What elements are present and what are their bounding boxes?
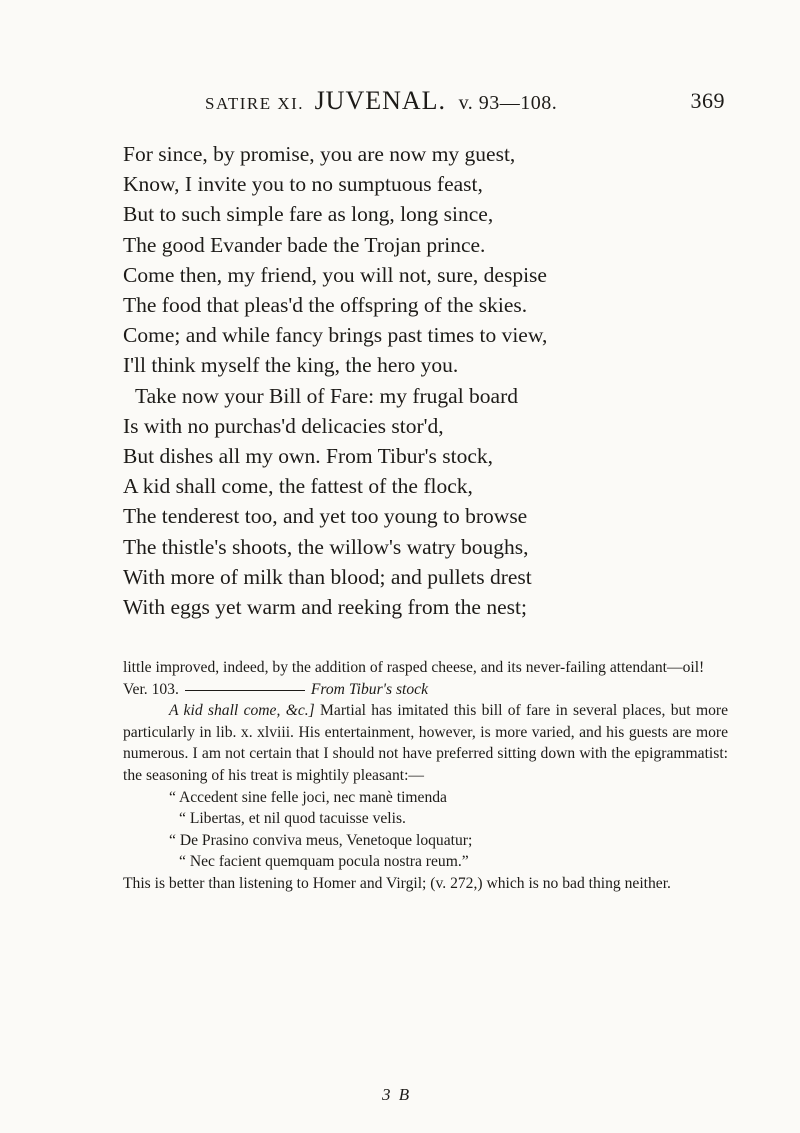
quote-line: “ Nec facient quemquam pocula nostra reum.” [179,853,469,871]
verse-line: For since, by promise, you are now my guest, [123,142,516,166]
page-number: 369 [690,88,725,113]
header-satire: SATIRE XI. [205,94,305,113]
note-lemma: From Tibur's stock [310,680,428,698]
quote-line: “ Accedent sine felle joci, nec manè timenda [169,788,447,806]
note-reference [123,679,728,701]
verse-line: Come then, my friend, you will not, sure, despise [123,262,547,287]
note-text: Martial has imitated this bill of fare in several places, but more particularly in lib. x. xlviii. His entertainment, however, is more varied, and his guests are more numerous. I am not certain that I should not have preferred sitting down with the epigrammatist: the seasoning of his treat is mightily pleasant:— [123,702,728,784]
verse-line: I'll think myself the king, the hero you. [123,353,459,378]
verse-block [123,139,723,622]
note-verse-label: Ver. 103. [123,680,179,698]
header-author: JUVENAL. [314,86,447,115]
verse-line: Take now your Bill of Fare: my frugal board [135,383,519,408]
verse-line: Is with no purchas'd delicacies stor'd, [123,413,444,438]
note-closing: This is better than listening to Homer and Virgil; (v. 272,) which is no bad thing neither. [123,874,671,892]
header-verse-range: v. 93—108. [458,92,558,114]
verse-line: The food that pleas'd the offspring of the skies. [123,293,528,318]
quote-line: “ De Prasino conviva meus, Venetoque loquatur; [169,831,473,849]
quote-line: “ Libertas, et nil quod tacuisse velis. [179,810,406,828]
signature-mark: 3 B [382,1085,412,1104]
verse-line: The tenderest too, and yet too young to browse [123,504,528,529]
note-lemma-continued: A kid shall come, &c.] [169,702,315,720]
running-header [205,86,725,116]
verse-line: With more of milk than blood; and pullets drest [123,564,532,589]
verse-line: But to such simple fare as long, long since, [123,202,494,227]
verse-line: But dishes all my own. From Tibur's stock, [123,444,494,469]
note-dash [185,690,305,691]
verse-line: With eggs yet warm and reeking from the nest; [123,595,527,620]
verse-line: Know, I invite you to no sumptuous feast, [123,172,483,197]
verse-line: Come; and while fancy brings past times to view, [123,323,548,348]
note-continuation: little improved, indeed, by the addition of rasped cheese, and its never-failing attendant—oil! [123,659,705,676]
footnotes [123,657,728,895]
note-body [123,700,728,786]
verse-line: The thistle's shoots, the willow's watry boughs, [123,534,529,559]
verse-line: The good Evander bade the Trojan prince. [123,232,486,257]
verse-line: A kid shall come, the fattest of the flock, [123,474,473,499]
